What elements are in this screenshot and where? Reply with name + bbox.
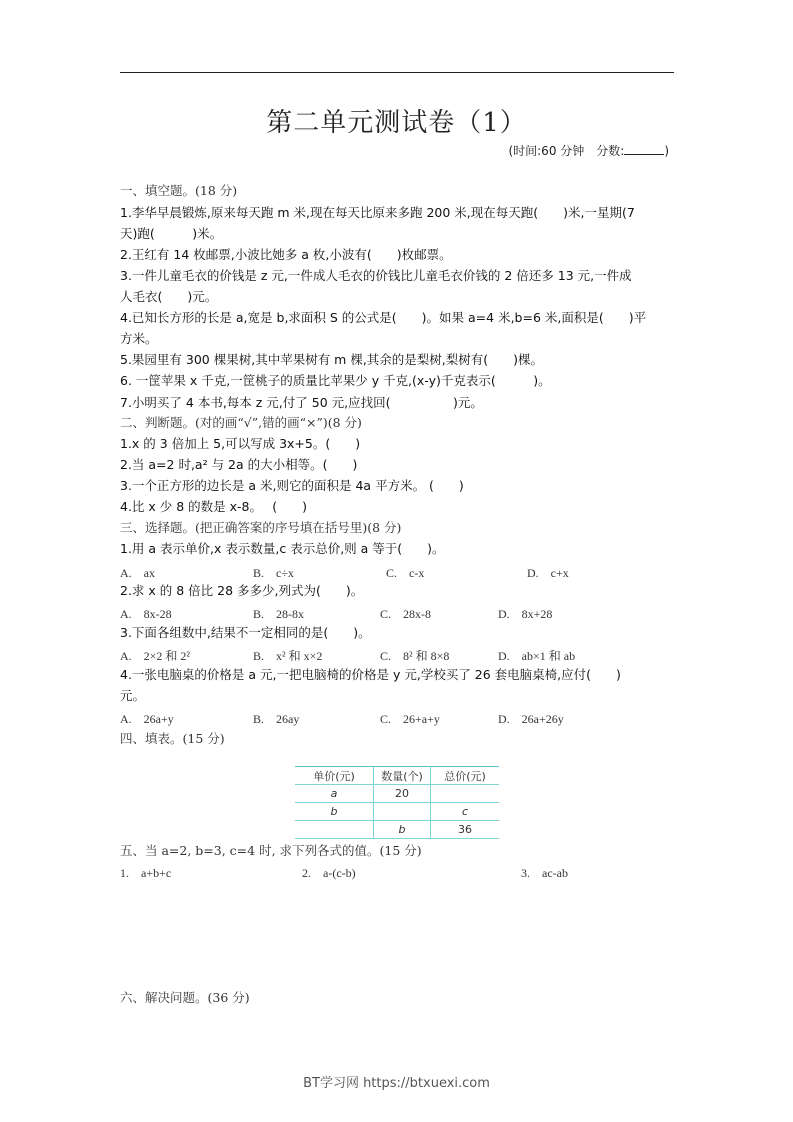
option-b: B. x² 和 x×2 [253,649,323,663]
option-c: C. 8² 和 8×8 [380,649,450,663]
option-d: D. c+x [527,566,569,580]
table-cell: 20 [374,785,431,803]
table-row [295,785,499,803]
exam-meta [508,142,669,159]
table-cell-blank[interactable] [431,785,500,803]
time-and-score-label: (时间:60 分钟 分数: [508,144,625,158]
s3-question-stem: 2.求 x 的 8 倍比 28 多多少,列式为( )。 [120,583,364,598]
option-a: A. ax [120,566,155,580]
s1-line: 3.一件儿童毛衣的价钱是 z 元,一件成人毛衣的价钱比儿童毛衣价钱的 2 倍还多 13 元,一件成 [120,268,632,283]
table-cell: 36 [431,821,500,839]
option-c: C. 26+a+y [380,712,440,726]
option-b: B. 26ay [253,712,300,726]
s3-question-stem: 1.用 a 表示单价,x 表示数量,c 表示总价,则 a 等于( )。 [120,541,445,556]
watermark: BT学习网 https://btxuexi.com [303,1076,490,1091]
table-cell: b [295,803,374,821]
s3-question-stem: 3.下面各组数中,结果不一定相同的是( )。 [120,625,371,640]
s2-line: 4.比 x 少 8 的数是 x-8。 ( ) [120,499,307,514]
option-d: D. 26a+26y [498,712,564,726]
s1-line: 1.李华早晨锻炼,原来每天跑 m 米,现在每天比原来多跑 200 米,现在每天跑( )米,一星期(7 [120,205,635,220]
section2-heading: 二、判断题。(对的画“√”,错的画“×”)(8 分) [120,415,362,430]
table-row [295,821,499,839]
s2-line: 1.x 的 3 倍加上 5,可以写成 3x+5。( ) [120,436,361,451]
fill-table [295,766,499,839]
option-a: A. 26a+y [120,712,174,726]
score-blank[interactable] [624,142,664,155]
expression-item: 3. ac-ab [521,866,568,880]
option-d: D. ab×1 和 ab [498,649,576,663]
table-cell-blank[interactable] [374,803,431,821]
table-cell: c [431,803,500,821]
s1-line: 6. 一筐苹果 x 千克,一筐桃子的质量比苹果少 y 千克,(x-y)千克表示( )。 [120,373,551,388]
s1-line: 7.小明买了 4 本书,每本 z 元,付了 50 元,应找回( )元。 [120,395,483,410]
table-header: 数量(个) [374,767,431,785]
expression-item: 2. a-(c-b) [302,866,356,880]
s1-line: 方米。 [120,331,158,346]
s3-question-stem: 4.一张电脑桌的价格是 a 元,一把电脑椅的价格是 y 元,学校买了 26 套电脑桌椅,应付( ) [120,667,621,682]
table-cell: a [295,785,374,803]
table-cell: b [374,821,431,839]
option-a: A. 8x-28 [120,607,172,621]
section4-heading: 四、填表。(15 分) [120,731,225,746]
table-header: 单价(元) [295,767,374,785]
section6-heading: 六、解决问题。(36 分) [120,990,250,1005]
expression-item: 1. a+b+c [120,866,172,880]
s3-question-stem-cont: 元。 [120,688,146,703]
option-d: D. 8x+28 [498,607,553,621]
s2-line: 3.一个正方形的边长是 a 米,则它的面积是 4a 平方米。 ( ) [120,478,464,493]
s1-line: 5.果园里有 300 棵果树,其中苹果树有 m 棵,其余的是梨树,梨树有( )棵。 [120,352,544,367]
option-a: A. 2×2 和 2² [120,649,191,663]
header-rule [120,72,674,73]
option-b: B. 28-8x [253,607,305,621]
section3-heading: 三、选择题。(把正确答案的序号填在括号里)(8 分) [120,520,402,535]
meta-close: ) [664,144,669,158]
option-c: C. c-x [386,566,425,580]
option-c: C. 28x-8 [380,607,432,621]
page-title: 第二单元测试卷（1） [266,108,527,138]
table-header: 总价(元) [431,767,500,785]
s1-line: 天)跑( )米。 [120,226,223,241]
s1-line: 4.已知长方形的长是 a,宽是 b,求面积 S 的公式是( )。如果 a=4 米,b=6 米,面积是( )平 [120,310,647,325]
s2-line: 2.当 a=2 时,a² 与 2a 的大小相等。( ) [120,457,358,472]
option-b: B. c÷x [253,566,294,580]
s1-line: 人毛衣( )元。 [120,289,218,304]
section1-heading: 一、填空题。(18 分) [120,183,238,198]
section5-heading: 五、当 a=2, b=3, c=4 时, 求下列各式的值。(15 分) [120,843,422,858]
table-cell-blank[interactable] [295,821,374,839]
table-row [295,803,499,821]
s1-line: 2.王红有 14 枚邮票,小波比她多 a 枚,小波有( )枚邮票。 [120,247,452,262]
